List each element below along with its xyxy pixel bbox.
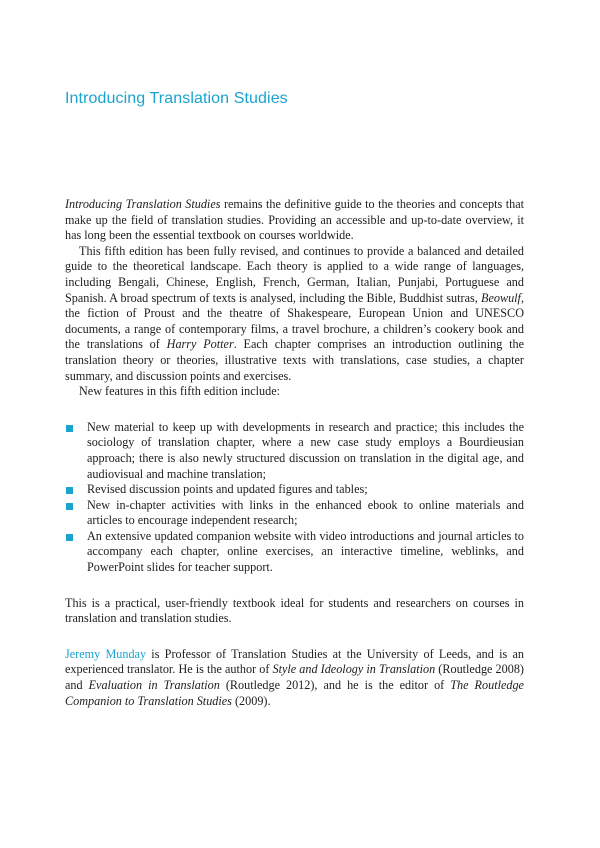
features-intro: New features in this fifth edition include:: [79, 384, 281, 399]
edition-paragraph: [65, 244, 524, 384]
author-paragraph: [65, 647, 524, 709]
intro-book-title: Introducing Translation Studies: [65, 197, 221, 211]
features-list: [65, 420, 524, 576]
author-book-3: The Routledge Companion to Translation Studies: [65, 678, 524, 708]
feature-text: An extensive updated companion website with video introductions and journal articles to accompany each chapter, online exercises, an interactive timeline, weblinks, and PowerPoint slides for teacher support.: [87, 528, 524, 575]
feature-text: Revised discussion points and updated figures and tables;: [87, 482, 368, 497]
page-title: Introducing Translation Studies: [65, 90, 288, 107]
edition-text-1: This fifth edition has been fully revised, and continues to provide a balanced and detailed guide to the theoretical landscape. Each theory is applied to a wide range of languages, including Bengali, Chinese, English, French, German, Italian, Punjabi, Portuguese and Spanish. A broad spectrum of texts is analysed, including the Bible, Buddhist sutras,: [65, 243, 524, 305]
feature-item: [65, 482, 524, 498]
author-book-2: Evaluation in Translation: [88, 678, 220, 693]
feature-text: New material to keep up with developments in research and practice; this includes the sociology of translation chapter, where a new case study employs a Bourdieusian approach; there is also newly structured discussion on translation in the digital age, and audiovisual and machine translation;: [87, 419, 524, 481]
bullet-square-icon: [66, 425, 73, 432]
author-book-1: Style and Ideology in Translation: [272, 662, 436, 677]
feature-item: [65, 529, 524, 576]
edition-text-3: . Each chapter comprises an introduction outlining the translation theory or theories, illustrative texts with translations, case studies, a chapter summary, and discussion points and exercises.: [65, 337, 524, 383]
feature-text: New in-chapter activities with links in the enhanced ebook to online materials and articles to encourage independent research;: [87, 497, 524, 528]
edition-beowulf: Beowulf: [481, 290, 521, 305]
author-text-3: (Routledge 2012), and he is the editor of: [219, 678, 451, 693]
author-text-2: (Routledge 2008) and: [65, 662, 524, 693]
author-text-1: is Professor of Translation Studies at the University of Leeds, and is an experienced translator. He is the author of: [65, 646, 524, 677]
author-name: Jeremy Munday: [65, 646, 147, 661]
bullet-square-icon: [66, 487, 73, 494]
feature-item: [65, 498, 524, 529]
edition-harry-potter: Harry Potter: [166, 337, 234, 352]
intro-paragraph: [65, 197, 524, 244]
author-text-4: (2009).: [231, 693, 271, 708]
summary-paragraph: This is a practical, user-friendly textbook ideal for students and researchers on courses in translation and translation studies.: [65, 595, 524, 626]
bullet-square-icon: [66, 503, 73, 510]
bullet-square-icon: [66, 534, 73, 541]
edition-text-2: , the fiction of Proust and the theatre of Shakespeare, European Union and UNESCO documents, a range of contemporary films, a travel brochure, a children’s cookery book and the translations of: [65, 290, 524, 352]
feature-item: [65, 420, 524, 482]
blurb-body: [65, 197, 524, 709]
intro-text: remains the definitive guide to the theories and concepts that make up the field of translation studies. Providing an accessible and up-to-date overview, it has long been the essential textbook on courses worldwide.: [65, 197, 524, 243]
